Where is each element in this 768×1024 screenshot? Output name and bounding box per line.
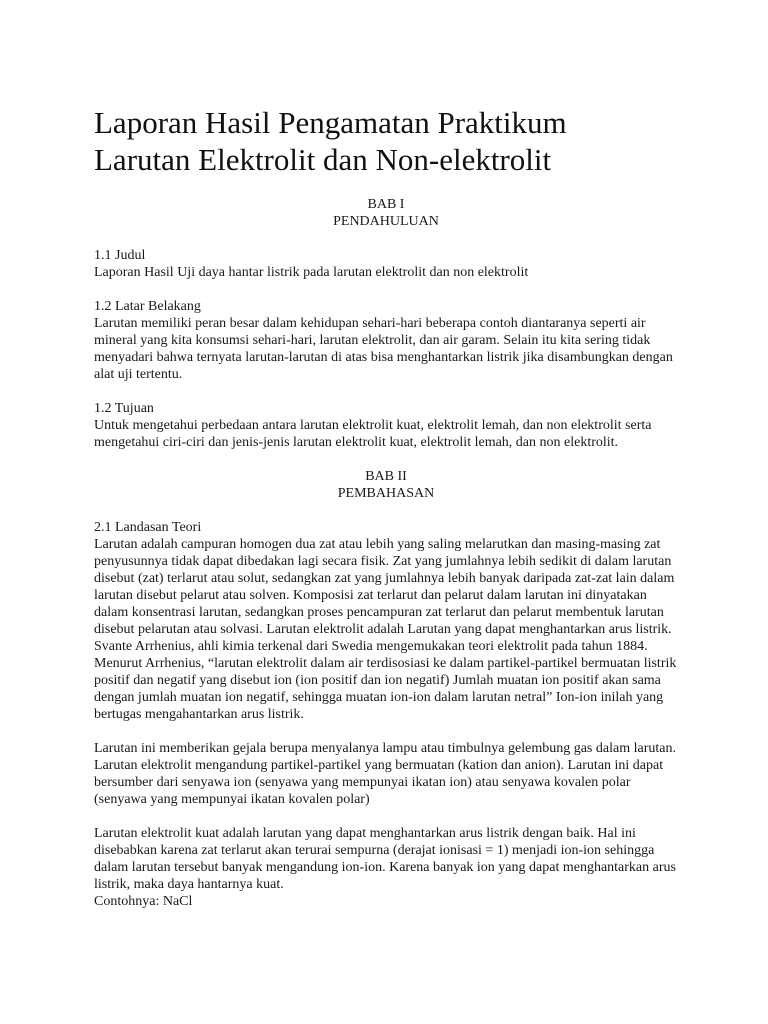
section-landasan-teori [94, 519, 678, 910]
chapter-2-heading [94, 468, 678, 502]
section-judul-heading: 1.1 Judul [94, 248, 146, 263]
title-line-1: Laporan Hasil Pengamatan Praktikum [94, 105, 567, 140]
chapter-1-name: PENDAHULUAN [333, 214, 439, 229]
section-latar-belakang [94, 298, 678, 383]
chapter-1-label: BAB I [367, 197, 405, 212]
section-tujuan-text: Untuk mengetahui perbedaan antara larutan elektrolit kuat, elektrolit lemah, dan non elektrolit serta mengetahui ciri-ciri dan jenis-jenis larutan elektrolit kuat, elektrolit lemah, dan non elektrolit. [94, 418, 652, 450]
document-page [94, 104, 678, 927]
title-line-2: Larutan Elektrolit dan Non-elektrolit [94, 142, 552, 177]
landasan-teori-paragraph-2: Larutan ini memberikan gejala berupa menyalanya lampu atau timbulnya gelembung gas dalam larutan. Larutan elektrolit mengandung partikel-partikel yang bermuatan (kation dan anion). Larutan ini dapat bersumber dari senyawa ion (senyawa yang mempunyai ikatan ion) atau senyawa kovalen polar (senyawa yang mempunyai ikatan kovalen polar) [94, 741, 676, 807]
section-judul-text: Laporan Hasil Uji daya hantar listrik pada larutan elektrolit dan non elektrolit [94, 265, 529, 280]
section-tujuan [94, 400, 678, 451]
chapter-1-heading [94, 196, 678, 230]
section-judul [94, 247, 678, 281]
landasan-teori-paragraph-1: Larutan adalah campuran homogen dua zat atau lebih yang saling melarutkan dan masing-masing zat penyusunnya tidak dapat dibedakan lagi secara fisik. Zat yang jumlahnya lebih sedikit di dalam larutan disebut (zat) terlarut atau solut, sedangkan zat yang jumlahnya lebih banyak daripada zat-zat lain dalam larutan disebut pelarut atau solven. Komposisi zat terlarut dan pelarut dalam larutan ini dinyatakan dalam konsentrasi larutan, sedangkan proses pencampuran zat terlarut dan pelarut membentuk larutan disebut pelarutan atau solvasi. Larutan elektrolit adalah Larutan yang dapat menghantarkan arus listrik. Svante Arrhenius, ahli kimia terkenal dari Swedia mengemukakan teori elektrolit pada tahun 1884. Menurut Arrhenius, “larutan elektrolit dalam air terdisosiasi ke dalam partikel-partikel bermuatan listrik positif dan negatif yang disebut ion (ion positif dan ion negatif) Jumlah muatan ion positif akan sama dengan jumlah muatan ion negatif, sehingga muatan ion-ion dalam larutan netral” Ion-ion inilah yang bertugas mengahantarkan arus listrik. [94, 537, 677, 722]
section-tujuan-heading: 1.2 Tujuan [94, 401, 154, 416]
section-landasan-teori-heading: 2.1 Landasan Teori [94, 520, 202, 535]
section-latar-belakang-text: Larutan memiliki peran besar dalam kehidupan sehari-hari beberapa contoh diantaranya seperti air mineral yang kita konsumsi sehari-hari, larutan elektrolit, dan air garam. Selain itu kita sering tidak menyadari bahwa ternyata larutan-larutan di atas bisa menghantarkan listrik jika disambungkan dengan alat uji tertentu. [94, 316, 673, 382]
document-title [94, 104, 678, 178]
landasan-teori-example: Contohnya: NaCl [94, 894, 193, 909]
chapter-2-label: BAB II [365, 469, 407, 484]
landasan-teori-paragraph-3: Larutan elektrolit kuat adalah larutan yang dapat menghantarkan arus listrik dengan baik. Hal ini disebabkan karena zat terlarut akan terurai sempurna (derajat ionisasi = 1) menjadi ion-ion sehingga dalam larutan tersebut banyak mengandung ion-ion. Karena banyak ion yang dapat menghantarkan arus listrik, maka daya hantarnya kuat. [94, 826, 676, 892]
section-latar-belakang-heading: 1.2 Latar Belakang [94, 299, 201, 314]
chapter-2-name: PEMBAHASAN [337, 486, 435, 501]
